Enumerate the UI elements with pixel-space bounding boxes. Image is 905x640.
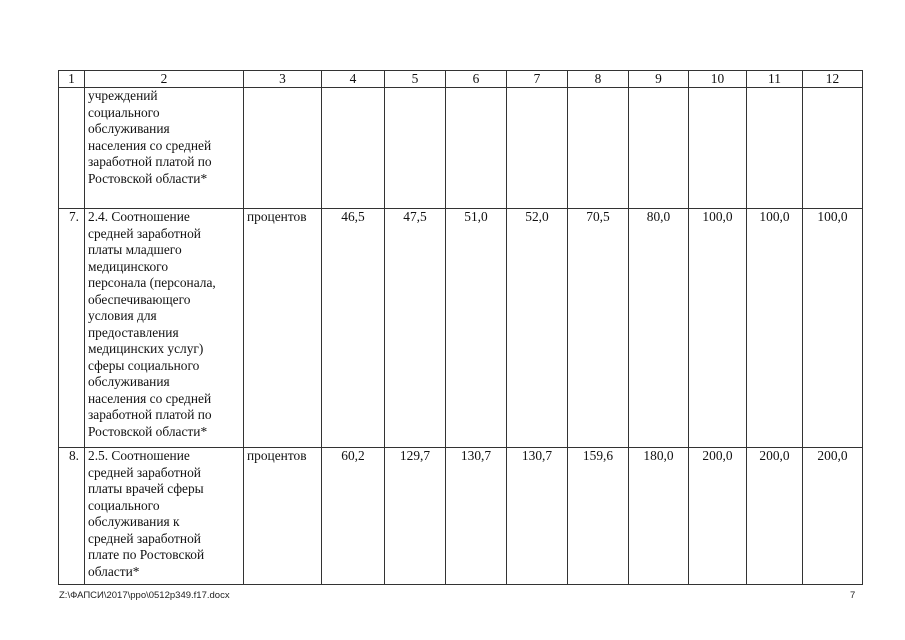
unit-cell: процентов <box>244 448 322 585</box>
table-row <box>59 88 863 209</box>
indicator-name-line: области* <box>88 563 140 579</box>
indicator-name-line: заработной платой по <box>88 407 212 422</box>
value-cell: 100,0 <box>747 209 803 448</box>
value-cell <box>322 88 385 209</box>
value-cell: 200,0 <box>803 448 863 585</box>
value-cell: 52,0 <box>507 209 568 448</box>
row-number-cell <box>59 88 85 209</box>
value-cell: 47,5 <box>385 209 446 448</box>
table-row <box>59 209 863 448</box>
value-cell: 129,7 <box>385 448 446 585</box>
indicator-name-line: Ростовской области* <box>88 170 208 186</box>
value-cell: 200,0 <box>689 448 747 585</box>
value-cell: 180,0 <box>629 448 689 585</box>
indicator-name-line: медицинского <box>88 258 169 274</box>
table-row <box>59 448 863 585</box>
indicator-name-line: средней заработной <box>88 464 201 480</box>
value-cell: 51,0 <box>446 209 507 448</box>
column-number-cell: 9 <box>629 71 689 88</box>
footer-file-path: Z:\ФАПСИ\2017\ppo\0512p349.f17.docx <box>59 590 230 601</box>
page-number: 7 <box>850 590 856 601</box>
indicator-name-line: населения со средней <box>88 390 212 406</box>
column-number-cell: 12 <box>803 71 863 88</box>
value-cell: 130,7 <box>446 448 507 585</box>
indicator-name-line: сферы социального <box>88 357 200 373</box>
indicator-name-line: Ростовской области* <box>88 423 208 439</box>
value-cell <box>507 88 568 209</box>
indicator-name-line: обеспечивающего <box>88 291 191 307</box>
indicator-name-line: средней заработной <box>88 225 201 241</box>
value-cell: 130,7 <box>507 448 568 585</box>
column-number-row <box>59 71 863 88</box>
indicator-name-line: медицинских услуг) <box>88 341 204 356</box>
value-cell: 80,0 <box>629 209 689 448</box>
column-number-cell: 2 <box>85 71 244 88</box>
indicator-name-line: заработной платой по <box>88 154 212 169</box>
column-number-cell: 8 <box>568 71 629 88</box>
indicator-name-line: персонала (персонала, <box>88 275 216 290</box>
indicator-name-line: социального <box>88 104 160 120</box>
value-cell: 60,2 <box>322 448 385 585</box>
indicator-name-line: населения со средней <box>88 137 212 153</box>
column-number-cell: 11 <box>747 71 803 88</box>
value-cell <box>629 88 689 209</box>
indicator-name-cell <box>85 88 244 209</box>
indicator-name-line: обслуживания <box>88 121 170 136</box>
column-number-cell: 6 <box>446 71 507 88</box>
value-cell <box>385 88 446 209</box>
indicator-name-cell <box>85 209 244 448</box>
column-number-cell: 5 <box>385 71 446 88</box>
indicator-name-line: платы младшего <box>88 242 182 257</box>
value-cell: 200,0 <box>747 448 803 585</box>
row-number-cell: 7. <box>59 209 85 448</box>
indicator-name-line: плате по Ростовской <box>88 547 205 562</box>
unit-cell: процентов <box>244 209 322 448</box>
value-cell <box>747 88 803 209</box>
value-cell <box>568 88 629 209</box>
value-cell <box>446 88 507 209</box>
value-cell: 46,5 <box>322 209 385 448</box>
value-cell <box>803 88 863 209</box>
indicator-name-line: платы врачей сферы <box>88 481 204 496</box>
column-number-cell: 10 <box>689 71 747 88</box>
indicator-name-line: 2.5. Соотношение <box>88 448 190 463</box>
indicator-name-line: 2.4. Соотношение <box>88 209 190 224</box>
indicator-name-line: обслуживания <box>88 374 170 389</box>
row-number-cell: 8. <box>59 448 85 585</box>
value-cell <box>689 88 747 209</box>
indicator-name-line: социального <box>88 497 160 513</box>
indicator-name-line: средней заработной <box>88 530 201 546</box>
indicator-name-line: учреждений <box>88 88 158 103</box>
indicator-name-cell <box>85 448 244 585</box>
value-cell: 70,5 <box>568 209 629 448</box>
column-number-cell: 4 <box>322 71 385 88</box>
indicator-name-line: предоставления <box>88 324 179 340</box>
column-number-cell: 7 <box>507 71 568 88</box>
value-cell: 100,0 <box>803 209 863 448</box>
indicator-name-line: обслуживания к <box>88 514 180 529</box>
value-cell: 159,6 <box>568 448 629 585</box>
column-number-cell: 1 <box>59 71 85 88</box>
indicator-name-line: условия для <box>88 308 157 323</box>
indicators-table <box>58 70 863 585</box>
unit-cell <box>244 88 322 209</box>
value-cell: 100,0 <box>689 209 747 448</box>
column-number-cell: 3 <box>244 71 322 88</box>
